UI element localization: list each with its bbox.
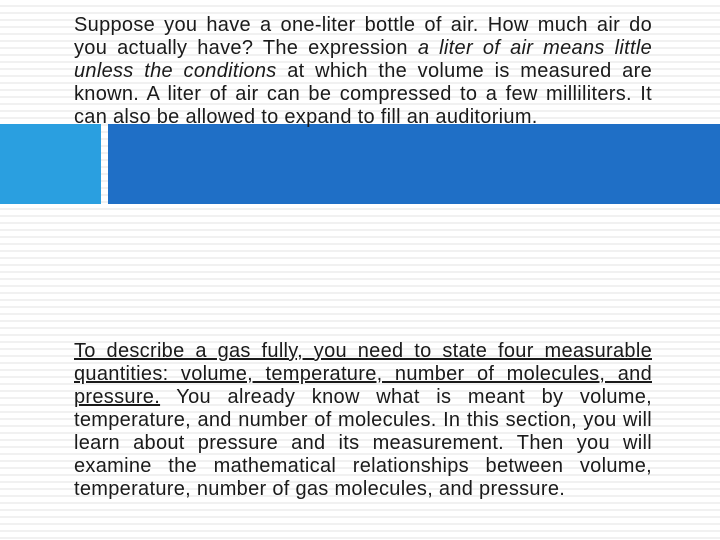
intro-text-end: at which the volume is measured are known. A liter of air can be compressed to a few milliliters. It can also be allowed to expand to fill an auditorium. — [74, 60, 652, 128]
intro-paragraph — [74, 14, 652, 129]
accent-bar-light — [0, 124, 101, 204]
body-underlined-sentence: To describe a gas fully, you need to state four measurable quantities: volume, temperature, number of molecules, and pressure. — [74, 340, 652, 408]
intro-italic-phrase: a liter of air means little unless the conditions — [74, 37, 652, 82]
body-paragraph — [74, 340, 652, 501]
accent-bar-dark — [108, 124, 720, 204]
intro-text-start: Suppose you have a one-liter bottle of air. How much air do you actually have? The expression — [74, 14, 652, 59]
body-text-rest: You already know what is meant by volume, temperature, and number of molecules. In this section, you will learn about pressure and its measurement. Then you will examine the mathematical relationships between volume, temperature, number of gas molecules, and pressure. — [74, 386, 652, 500]
